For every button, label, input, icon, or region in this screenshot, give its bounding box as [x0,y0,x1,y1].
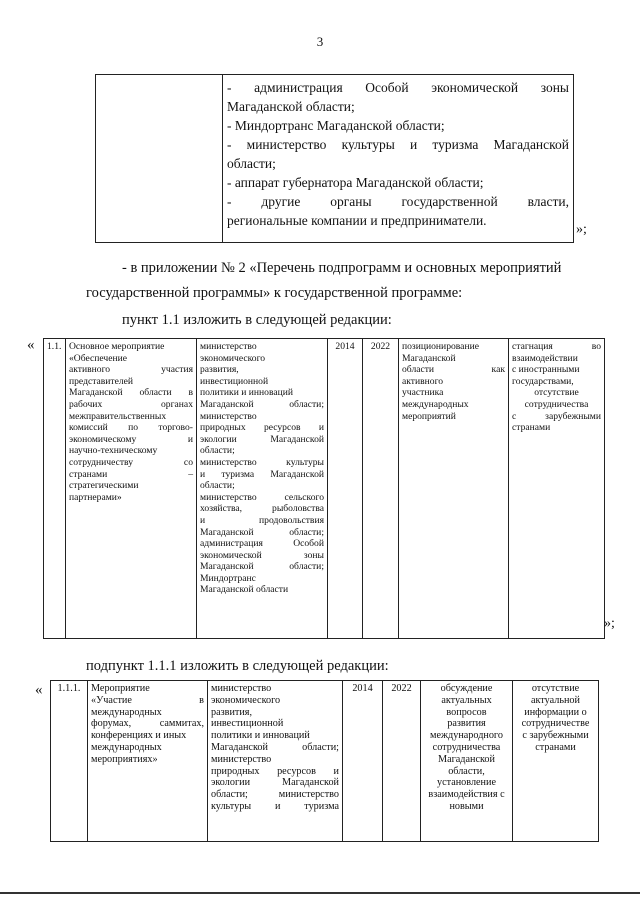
cell-end-year [363,339,399,639]
text-line: странами [535,741,576,753]
cell-result [421,681,513,842]
text-line: Магаданской области; [200,398,324,410]
text-line: новыми [449,800,484,812]
text-line: «Участие в [91,694,204,706]
text-line: информации о [524,706,587,718]
text-line: министерство [211,753,272,765]
item-number: 1.1.1. [57,683,81,694]
text-line: - Миндортранс Магаданской области; [227,118,445,133]
paragraph-subitem-1-1-1: подпункт 1.1.1 изложить в следующей редакции: [86,658,389,674]
text-line: области; министерство [211,789,339,801]
table-subitem-1-1-1 [50,680,599,842]
text-line: установление [437,777,496,789]
text-line: области; [200,480,235,492]
text-line: вопросов [446,706,487,718]
text-line: экономическому и [69,433,193,445]
text-line: сотрудничества [524,398,589,410]
text-line: министерство [211,683,272,694]
paragraph-appendix-cont: государственной программы» к государственной программе: [86,285,463,301]
text-line: межправительственных [69,410,167,422]
text-line: Магаданской области [200,584,289,596]
text-line: участника [402,387,444,399]
text-line: политики и инноваций [211,730,310,742]
text-line: сотрудничества [432,741,501,753]
text-line: странами [512,422,551,434]
text-line: и туризма Магаданской [200,468,324,480]
text-line: министерство [200,341,257,352]
cell-end-year [383,681,421,842]
text-line: культуры и туризма [211,800,339,812]
text-line: «Обеспечение [69,352,127,364]
cell-number [44,339,66,639]
text-line: области; [200,445,235,457]
closing-quote: »; [604,616,615,631]
text-line: экономического [200,352,266,364]
text-line: области; [227,156,276,171]
text-line: области как [402,364,505,376]
text-line: с иностранными [512,364,580,376]
text-line: Магаданской области; [227,99,355,114]
text-line: представителей [69,375,134,387]
cell-start-year [343,681,383,842]
text-line: взаимодействии [512,352,578,364]
start-year: 2014 [335,341,355,352]
end-year: 2022 [391,683,412,694]
cell-activity [66,339,197,639]
text-line: мероприятий [402,410,456,422]
closing-quote: »; [576,222,587,237]
table-cell-participants [223,75,574,243]
text-line: региональные компании и предприниматели. [227,213,487,228]
cell-consequence [509,339,605,639]
text-line: рабочих органах [69,398,193,410]
text-line: Магаданской области; [200,526,324,538]
cell-result [399,339,509,639]
text-line: министерство сельского [200,491,324,503]
text-line: международного [430,730,503,742]
text-line: активного [402,375,444,387]
text-line: экономической зоны [200,549,324,561]
text-line: научно-техническому [69,445,158,457]
start-year: 2014 [352,683,373,694]
cell-consequence [513,681,599,842]
text-line: Миндортранс [200,572,256,584]
text-line: взаимодействия с [428,789,505,801]
text-line: отсутствие [531,683,580,694]
text-line: развития, [200,364,239,376]
table-cell-empty [96,75,223,243]
text-line: политики и инноваций [200,387,294,399]
text-line: с зарубежными [512,410,601,422]
text-line: хозяйства, рыболовства [200,503,324,515]
cell-executors [197,339,328,639]
paragraph-appendix: - в приложении № 2 «Перечень подпрограмм и основных мероприятий [122,260,562,276]
text-line: форумах, саммитах, [91,718,204,730]
text-line: Магаданской [402,352,456,364]
text-line: Магаданской [438,753,495,765]
text-line: администрация Особой [200,538,324,550]
cell-executors [208,681,343,842]
text-line: позиционирование [402,341,479,352]
end-year: 2022 [370,341,391,352]
text-line: сотрудничестве [521,718,590,730]
text-line: министерство [200,410,257,422]
item-number: 1.1. [47,341,62,352]
text-line: с зарубежными [522,730,589,742]
table-continuation [95,74,574,243]
table-item-1-1 [43,338,605,639]
text-line: партнерами» [69,491,122,503]
text-line: странами – [69,468,193,480]
paragraph-item-1-1: пункт 1.1 изложить в следующей редакции: [122,312,392,328]
text-line: государствами, [512,375,574,387]
text-line: развития [447,718,486,730]
text-line: Магаданской области; [211,741,339,753]
text-line: комиссий по торгово- [69,422,193,434]
text-line: - министерство культуры и туризма Магаданской [227,137,569,152]
text-line: отсутствие [534,387,579,399]
text-line: Мероприятие [91,683,150,694]
text-line: актуальных [441,694,492,706]
text-line: Магаданской области; [200,561,324,573]
text-line: природных ресурсов и [211,765,339,777]
text-line: сотрудничеству со [69,456,193,468]
text-line: активного участия [69,364,193,376]
text-line: обсуждение [440,683,493,694]
text-line: - администрация Особой экономической зоны [227,80,569,95]
text-line: экологии Магаданской [211,777,339,789]
text-line: инвестиционной [211,718,284,730]
text-line: международных [402,398,469,410]
page-bottom-rule [0,892,640,894]
text-line: международных [91,706,162,718]
text-line: конференциях и иных [91,730,187,742]
text-line: природных ресурсов и [200,422,324,434]
cell-start-year [328,339,363,639]
text-line: и продовольствия [200,514,324,526]
text-line: - другие органы государственной власти, [227,194,569,209]
text-line: стратегическими [69,480,139,492]
text-line: стагнация во [512,341,601,352]
text-line: актуальной [531,694,580,706]
text-line: министерство культуры [200,456,324,468]
opening-quote: « [27,337,35,353]
text-line: мероприятиях» [91,753,158,765]
text-line: области, [448,765,485,777]
text-line: экономического [211,694,281,706]
opening-quote: « [35,682,43,698]
text-line: развития, [211,706,253,718]
page-number: 3 [316,34,324,49]
cell-number [51,681,88,842]
text-line: международных [91,741,162,753]
cell-activity [88,681,208,842]
text-line: Основное мероприятие [69,341,165,352]
text-line: - аппарат губернатора Магаданской области; [227,175,484,190]
text-line: инвестиционной [200,375,269,387]
text-line: экологии Магаданской [200,433,324,445]
text-line: Магаданской области в [69,387,193,399]
